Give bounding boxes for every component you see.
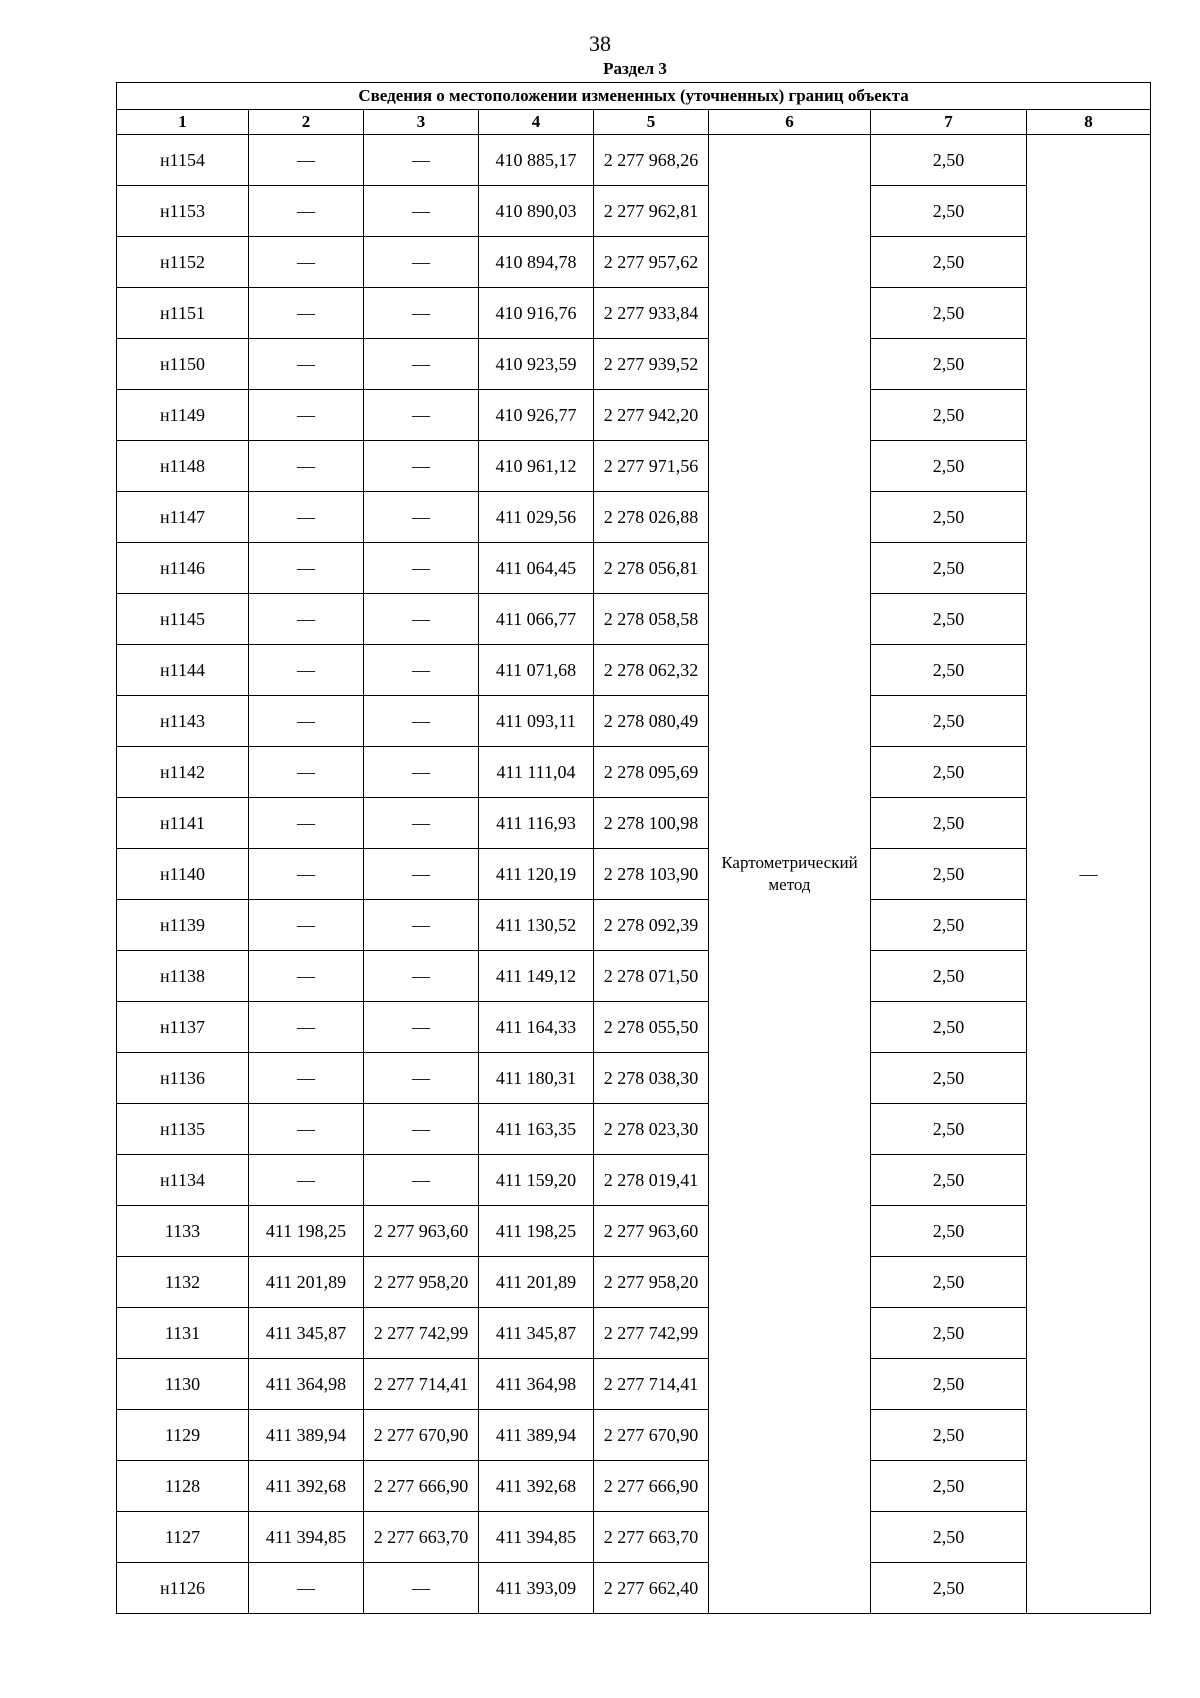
existing-x-cell: 411 345,87	[249, 1308, 364, 1359]
new-y-cell: 2 278 038,30	[594, 1053, 709, 1104]
existing-x-cell: —	[249, 1053, 364, 1104]
new-y-cell: 2 277 670,90	[594, 1410, 709, 1461]
table-row	[117, 1461, 1151, 1512]
point-number-cell: н1152	[117, 237, 249, 288]
new-y-cell: 2 278 080,49	[594, 696, 709, 747]
existing-y-cell: —	[364, 288, 479, 339]
accuracy-cell: 2,50	[871, 1053, 1027, 1104]
existing-y-cell: 2 277 666,90	[364, 1461, 479, 1512]
accuracy-cell: 2,50	[871, 1563, 1027, 1614]
new-x-cell: 411 093,11	[479, 696, 594, 747]
existing-x-cell: —	[249, 849, 364, 900]
point-number-cell: н1135	[117, 1104, 249, 1155]
existing-x-cell: —	[249, 441, 364, 492]
page-number: 38	[589, 31, 611, 56]
accuracy-cell: 2,50	[871, 492, 1027, 543]
existing-x-cell: 411 198,25	[249, 1206, 364, 1257]
table-row	[117, 339, 1151, 390]
existing-x-cell: 411 364,98	[249, 1359, 364, 1410]
accuracy-cell: 2,50	[871, 135, 1027, 186]
column-8-cell: —	[1027, 135, 1151, 1614]
accuracy-cell: 2,50	[871, 849, 1027, 900]
accuracy-cell: 2,50	[871, 390, 1027, 441]
new-x-cell: 411 163,35	[479, 1104, 594, 1155]
existing-y-cell: —	[364, 849, 479, 900]
accuracy-cell: 2,50	[871, 900, 1027, 951]
new-y-cell: 2 277 963,60	[594, 1206, 709, 1257]
section-label: Раздел 3	[603, 59, 667, 78]
new-y-cell: 2 278 092,39	[594, 900, 709, 951]
new-x-cell: 411 130,52	[479, 900, 594, 951]
new-y-cell: 2 278 026,88	[594, 492, 709, 543]
table-caption: Сведения о местоположении измененных (уточненных) границ объекта	[117, 83, 1151, 110]
new-x-cell: 410 885,17	[479, 135, 594, 186]
new-x-cell: 411 116,93	[479, 798, 594, 849]
new-x-cell: 411 111,04	[479, 747, 594, 798]
new-x-cell: 410 923,59	[479, 339, 594, 390]
accuracy-cell: 2,50	[871, 1257, 1027, 1308]
new-y-cell: 2 278 023,30	[594, 1104, 709, 1155]
new-y-cell: 2 278 055,50	[594, 1002, 709, 1053]
point-number-cell: н1141	[117, 798, 249, 849]
existing-y-cell: —	[364, 135, 479, 186]
new-x-cell: 411 120,19	[479, 849, 594, 900]
existing-x-cell: —	[249, 1104, 364, 1155]
new-x-cell: 411 364,98	[479, 1359, 594, 1410]
accuracy-cell: 2,50	[871, 747, 1027, 798]
table-row	[117, 237, 1151, 288]
point-number-cell: 1132	[117, 1257, 249, 1308]
table-row	[117, 1563, 1151, 1614]
existing-y-cell: —	[364, 1053, 479, 1104]
existing-x-cell: 411 389,94	[249, 1410, 364, 1461]
point-number-cell: 1128	[117, 1461, 249, 1512]
existing-y-cell: —	[364, 1155, 479, 1206]
existing-y-cell: —	[364, 798, 479, 849]
point-number-cell: н1139	[117, 900, 249, 951]
existing-y-cell: 2 277 742,99	[364, 1308, 479, 1359]
point-number-cell: н1136	[117, 1053, 249, 1104]
table-row	[117, 390, 1151, 441]
accuracy-cell: 2,50	[871, 594, 1027, 645]
existing-x-cell: 411 392,68	[249, 1461, 364, 1512]
new-x-cell: 410 926,77	[479, 390, 594, 441]
method-cell: Картометрический метод	[709, 135, 871, 1614]
new-x-cell: 411 389,94	[479, 1410, 594, 1461]
table-row	[117, 1308, 1151, 1359]
accuracy-cell: 2,50	[871, 1104, 1027, 1155]
new-y-cell: 2 277 933,84	[594, 288, 709, 339]
accuracy-cell: 2,50	[871, 339, 1027, 390]
existing-x-cell: 411 201,89	[249, 1257, 364, 1308]
existing-y-cell: —	[364, 951, 479, 1002]
new-y-cell: 2 278 071,50	[594, 951, 709, 1002]
table-row	[117, 186, 1151, 237]
accuracy-cell: 2,50	[871, 1410, 1027, 1461]
table-row	[117, 543, 1151, 594]
existing-x-cell: —	[249, 798, 364, 849]
new-y-cell: 2 278 056,81	[594, 543, 709, 594]
new-y-cell: 2 277 942,20	[594, 390, 709, 441]
accuracy-cell: 2,50	[871, 696, 1027, 747]
new-x-cell: 411 071,68	[479, 645, 594, 696]
existing-y-cell: —	[364, 696, 479, 747]
point-number-cell: н1144	[117, 645, 249, 696]
accuracy-cell: 2,50	[871, 1512, 1027, 1563]
existing-y-cell: —	[364, 237, 479, 288]
new-y-cell: 2 278 103,90	[594, 849, 709, 900]
existing-y-cell: —	[364, 1563, 479, 1614]
existing-x-cell: —	[249, 1155, 364, 1206]
accuracy-cell: 2,50	[871, 543, 1027, 594]
accuracy-cell: 2,50	[871, 645, 1027, 696]
point-number-cell: н1150	[117, 339, 249, 390]
new-x-cell: 411 149,12	[479, 951, 594, 1002]
table-row	[117, 645, 1151, 696]
accuracy-cell: 2,50	[871, 1461, 1027, 1512]
column-number-5: 5	[594, 110, 709, 135]
new-y-cell: 2 277 742,99	[594, 1308, 709, 1359]
existing-y-cell: —	[364, 441, 479, 492]
column-number-3: 3	[364, 110, 479, 135]
existing-x-cell: —	[249, 900, 364, 951]
existing-x-cell: 411 394,85	[249, 1512, 364, 1563]
new-x-cell: 411 029,56	[479, 492, 594, 543]
existing-x-cell: —	[249, 339, 364, 390]
existing-y-cell: 2 277 714,41	[364, 1359, 479, 1410]
point-number-cell: н1143	[117, 696, 249, 747]
existing-y-cell: —	[364, 747, 479, 798]
point-number-cell: н1149	[117, 390, 249, 441]
new-y-cell: 2 277 666,90	[594, 1461, 709, 1512]
point-number-cell: н1138	[117, 951, 249, 1002]
existing-x-cell: —	[249, 594, 364, 645]
new-x-cell: 410 894,78	[479, 237, 594, 288]
point-number-cell: н1145	[117, 594, 249, 645]
accuracy-cell: 2,50	[871, 1359, 1027, 1410]
point-number-cell: 1127	[117, 1512, 249, 1563]
point-number-cell: н1151	[117, 288, 249, 339]
new-x-cell: 411 345,87	[479, 1308, 594, 1359]
new-y-cell: 2 278 100,98	[594, 798, 709, 849]
table-body	[117, 135, 1151, 1614]
existing-x-cell: —	[249, 696, 364, 747]
existing-x-cell: —	[249, 492, 364, 543]
table-row	[117, 696, 1151, 747]
new-y-cell: 2 278 019,41	[594, 1155, 709, 1206]
new-x-cell: 411 201,89	[479, 1257, 594, 1308]
new-y-cell: 2 278 062,32	[594, 645, 709, 696]
column-number-2: 2	[249, 110, 364, 135]
existing-x-cell: —	[249, 186, 364, 237]
existing-y-cell: —	[364, 645, 479, 696]
accuracy-cell: 2,50	[871, 288, 1027, 339]
table-row	[117, 1206, 1151, 1257]
new-x-cell: 411 394,85	[479, 1512, 594, 1563]
table-row	[117, 135, 1151, 186]
table-row	[117, 900, 1151, 951]
existing-x-cell: —	[249, 237, 364, 288]
existing-x-cell: —	[249, 645, 364, 696]
new-x-cell: 410 890,03	[479, 186, 594, 237]
point-number-cell: н1153	[117, 186, 249, 237]
point-number-cell: н1142	[117, 747, 249, 798]
point-number-cell: н1146	[117, 543, 249, 594]
new-x-cell: 411 164,33	[479, 1002, 594, 1053]
accuracy-cell: 2,50	[871, 1002, 1027, 1053]
point-number-cell: н1147	[117, 492, 249, 543]
existing-x-cell: —	[249, 135, 364, 186]
new-y-cell: 2 278 058,58	[594, 594, 709, 645]
column-number-1: 1	[117, 110, 249, 135]
table-row	[117, 1002, 1151, 1053]
new-y-cell: 2 277 957,62	[594, 237, 709, 288]
existing-x-cell: —	[249, 1002, 364, 1053]
new-x-cell: 411 066,77	[479, 594, 594, 645]
accuracy-cell: 2,50	[871, 1206, 1027, 1257]
table-row	[117, 441, 1151, 492]
table-row	[117, 849, 1151, 900]
existing-x-cell: —	[249, 1563, 364, 1614]
existing-y-cell: 2 277 670,90	[364, 1410, 479, 1461]
existing-y-cell: —	[364, 186, 479, 237]
existing-y-cell: —	[364, 1104, 479, 1155]
new-x-cell: 411 159,20	[479, 1155, 594, 1206]
existing-x-cell: —	[249, 747, 364, 798]
column-number-row	[117, 110, 1151, 135]
column-number-7: 7	[871, 110, 1027, 135]
new-y-cell: 2 277 663,70	[594, 1512, 709, 1563]
table-row	[117, 1053, 1151, 1104]
accuracy-cell: 2,50	[871, 237, 1027, 288]
column-number-8: 8	[1027, 110, 1151, 135]
table-row	[117, 1257, 1151, 1308]
point-number-cell: 1130	[117, 1359, 249, 1410]
existing-y-cell: —	[364, 339, 479, 390]
existing-y-cell: —	[364, 900, 479, 951]
new-x-cell: 411 180,31	[479, 1053, 594, 1104]
table-row	[117, 1104, 1151, 1155]
new-y-cell: 2 277 714,41	[594, 1359, 709, 1410]
new-y-cell: 2 278 095,69	[594, 747, 709, 798]
new-x-cell: 411 198,25	[479, 1206, 594, 1257]
new-x-cell: 411 393,09	[479, 1563, 594, 1614]
point-number-cell: н1126	[117, 1563, 249, 1614]
point-number-cell: 1133	[117, 1206, 249, 1257]
new-y-cell: 2 277 962,81	[594, 186, 709, 237]
table-row	[117, 492, 1151, 543]
table-row	[117, 1410, 1151, 1461]
column-number-6: 6	[709, 110, 871, 135]
new-y-cell: 2 277 971,56	[594, 441, 709, 492]
new-x-cell: 410 961,12	[479, 441, 594, 492]
new-x-cell: 411 392,68	[479, 1461, 594, 1512]
point-number-cell: 1129	[117, 1410, 249, 1461]
existing-y-cell: 2 277 958,20	[364, 1257, 479, 1308]
point-number-cell: н1140	[117, 849, 249, 900]
existing-x-cell: —	[249, 390, 364, 441]
table-row	[117, 1512, 1151, 1563]
existing-x-cell: —	[249, 288, 364, 339]
table-row	[117, 594, 1151, 645]
column-number-4: 4	[479, 110, 594, 135]
table-row	[117, 747, 1151, 798]
existing-y-cell: —	[364, 492, 479, 543]
existing-y-cell: —	[364, 1002, 479, 1053]
accuracy-cell: 2,50	[871, 798, 1027, 849]
new-y-cell: 2 277 968,26	[594, 135, 709, 186]
existing-y-cell: —	[364, 543, 479, 594]
accuracy-cell: 2,50	[871, 1155, 1027, 1206]
accuracy-cell: 2,50	[871, 441, 1027, 492]
accuracy-cell: 2,50	[871, 951, 1027, 1002]
existing-x-cell: —	[249, 951, 364, 1002]
existing-y-cell: 2 277 963,60	[364, 1206, 479, 1257]
point-number-cell: 1131	[117, 1308, 249, 1359]
point-number-cell: н1148	[117, 441, 249, 492]
table-row	[117, 1155, 1151, 1206]
accuracy-cell: 2,50	[871, 1308, 1027, 1359]
new-y-cell: 2 277 662,40	[594, 1563, 709, 1614]
new-x-cell: 411 064,45	[479, 543, 594, 594]
accuracy-cell: 2,50	[871, 186, 1027, 237]
table-row	[117, 288, 1151, 339]
table-row	[117, 951, 1151, 1002]
boundary-coordinates-table	[116, 82, 1151, 1614]
table-row	[117, 798, 1151, 849]
point-number-cell: н1137	[117, 1002, 249, 1053]
existing-y-cell: —	[364, 390, 479, 441]
new-y-cell: 2 277 958,20	[594, 1257, 709, 1308]
new-y-cell: 2 277 939,52	[594, 339, 709, 390]
existing-y-cell: —	[364, 594, 479, 645]
new-x-cell: 410 916,76	[479, 288, 594, 339]
point-number-cell: н1134	[117, 1155, 249, 1206]
table-row	[117, 1359, 1151, 1410]
existing-y-cell: 2 277 663,70	[364, 1512, 479, 1563]
point-number-cell: н1154	[117, 135, 249, 186]
existing-x-cell: —	[249, 543, 364, 594]
